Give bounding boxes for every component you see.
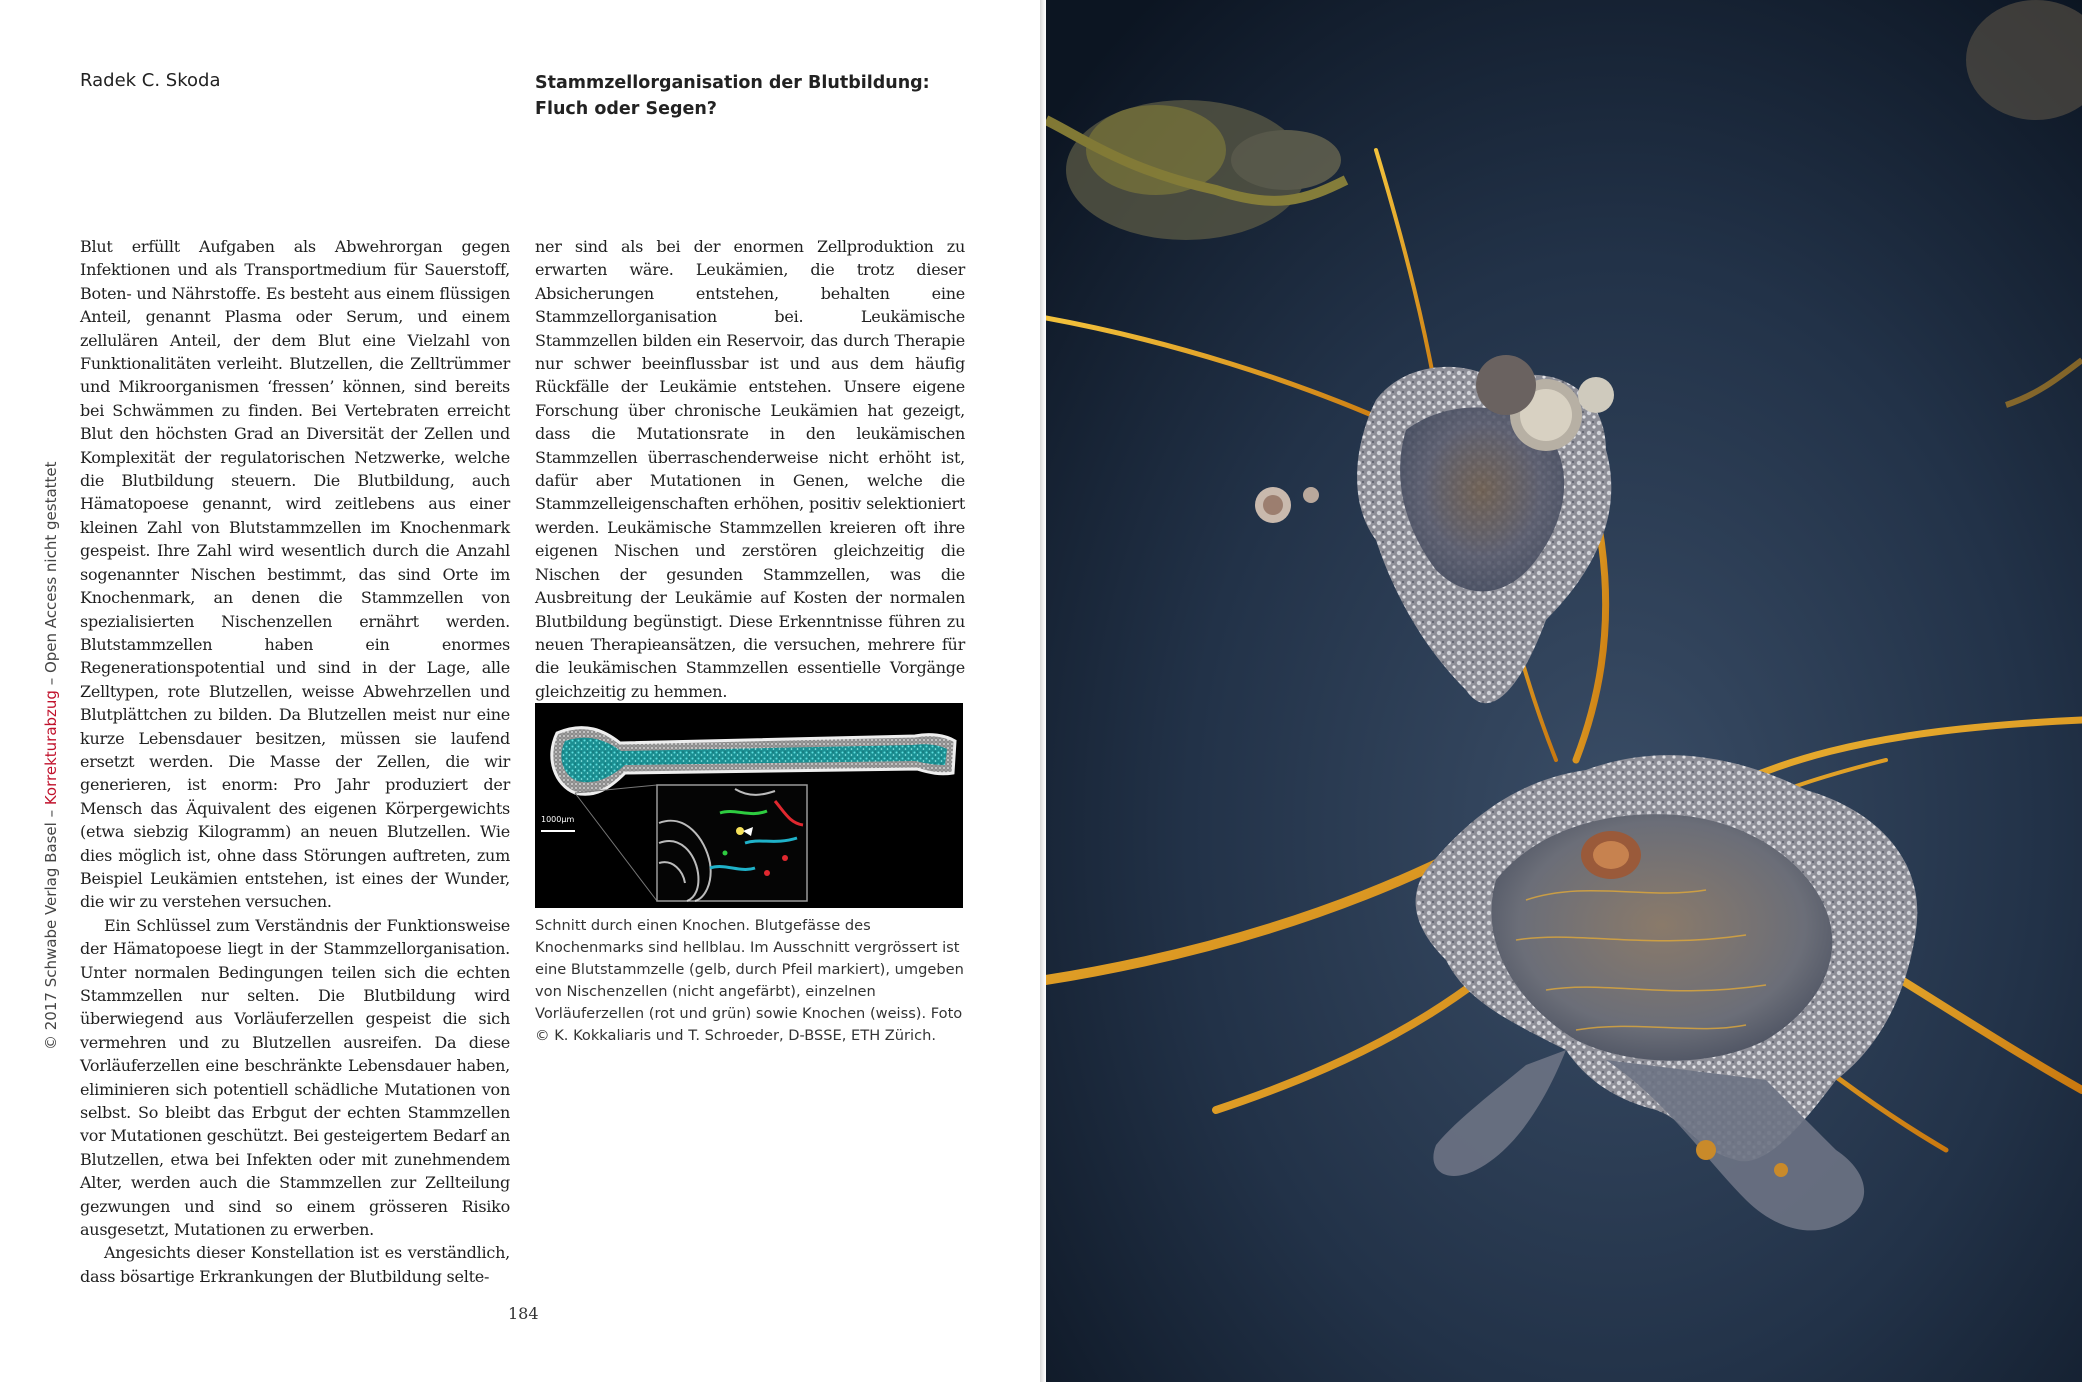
article-title-line-2: Fluch oder Segen?: [535, 99, 717, 119]
copyright-text: © 2017 Schwabe Verlag Basel –: [42, 805, 60, 1050]
stem-cell-micrograph: [1046, 0, 2082, 1382]
page-number: 184: [508, 1304, 539, 1323]
article-title: [535, 70, 975, 122]
body-paragraph: Blut erfüllt Aufgaben als Abwehrorgan gegen Infektionen und als Transportmedium für Sauerstoff, Boten- und Nährstoffe. Es besteht aus einem flüssigen Anteil, genannt Plasma oder Serum, und einem zellulären Anteil, der dem Blut eine Vielzahl von Funktionalitäten verleiht. Blutzellen, die Zelltrümmer und Mikroorganismen ‘fressen’ können, sind bereits bei Schwämmen zu finden. Bei Vertebraten erreicht Blut den höchsten Grad an Diversität der Zellen und Komplexität der regulatorischen Netzwerke, welche die Blutbildung steuern. Die Blutbildung, auch Hämatopoese genannt, wird zeitlebens aus einer kleinen Zahl von Blutstammzellen im Knochenmark gespeist. Ihre Zahl wird wesentlich durch die Anzahl sogenannter Nischen bestimmt, das sind Orte im Knochenmark, an denen die Stammzellen von spezialisierten Nischenzellen ernährt werden. Blutstammzellen haben ein enormes Regenerationspotential und sind in der Lage, alle Zelltypen, rote Blutzellen, weisse Abwehrzellen und Blutplättchen zu bilden. Da Blutzellen meist nur eine kurze Lebensdauer besitzen, müssen sie laufend ersetzt werden. Die Masse der Zellen, die wir generieren, ist enorm: Pro Jahr produziert der Mensch das Äquivalent des eigenen Körpergewichts (etwa siebzig Kilogramm) an neuen Blutzellen. Wie dies möglich ist, ohne dass Störungen auftreten, zum Beispiel Leukämien entstehen, ist eines der Wunder, die wir zu verstehen versuchen.: [80, 237, 510, 912]
scale-bar-label: 1000μm: [541, 815, 575, 824]
copyright-side-note: [42, 461, 60, 1050]
proof-label: Korrekturabzug: [42, 690, 60, 806]
body-paragraph: Ein Schlüssel zum Verständnis der Funktionsweise der Hämatopoese liegt in der Stammzellorganisation. Unter normalen Bedingungen teilen sich die echten Stammzellen nur selten. Die Blutbildung wird überwiegend aus Vorläuferzellen gespeist die sich vermehren und zu Blutzellen ausreifen. Da diese Vorläuferzellen eine beschränkte Lebensdauer haben, eliminieren sich potentiell schädliche Mutationen von selbst. So bleibt das Erbgut der echten Stammzellen vor Mutationen geschützt. Bei gesteigertem Bedarf an Blutzellen, etwa bei Infekten oder mit zunehmendem Alter, werden auch die Stammzellen zur Zellteilung gezwungen und sind so einem grösseren Risiko ausgesetzt, Mutationen zu erwerben.: [80, 915, 510, 1240]
body-column-right: [535, 235, 965, 703]
author-name: Radek C. Skoda: [80, 70, 221, 91]
article-title-line-1: Stammzellorganisation der Blutbildung:: [535, 73, 930, 93]
bone-section-figure: [535, 703, 963, 908]
body-paragraph: ner sind als bei der enormen Zellproduktion zu erwarten wäre. Leukämien, die trotz dieser Absicherungen entstehen, behalten eine Stammzellorganisation bei. Leukämische Stammzellen bilden ein Reservoir, das durch Therapie nur schwer beeinflussbar ist und aus dem häufig Rückfälle der Leukämie entstehen. Unsere eigene Forschung über chronische Leukämien hat gezeigt, dass die Mutationsrate in den leukämischen Stammzellen überraschenderweise nicht erhöht ist, dafür aber Mutationen in Genen, welche die Stammzelleigenschaften erhöhen, positiv selektioniert werden. Leukämische Stammzellen kreieren oft ihre eigenen Nischen und zerstören gleichzeitig die Nischen der gesunden Stammzellen, was die Ausbreitung der Leukämie auf Kosten der normalen Blutbildung begünstigt. Diese Erkenntnisse führen zu neuen Therapieansätzen, die versuchen, mehrere für die leukämischen Stammzellen essentielle Vorgänge gleichzeitig zu hemmen.: [535, 237, 965, 701]
cell-photo-page: [1046, 0, 2082, 1382]
body-paragraph: Angesichts dieser Konstellation ist es verständlich, dass bösartige Erkrankungen der Blutbildung selte-: [80, 1243, 510, 1286]
access-note: – Open Access nicht gestattet: [42, 461, 60, 691]
bone-section-image: [535, 703, 963, 908]
body-column-left: [80, 235, 510, 1288]
left-page: [0, 0, 1040, 1382]
figure-caption: Schnitt durch einen Knochen. Blutgefässe des Knochenmarks sind hellblau. Im Ausschnitt vergrössert ist eine Blutstammzelle (gelb, durch Pfeil markiert), umgeben von Nischenzellen (nicht angefärbt), einzelnen Vorläuferzellen (rot und grün) sowie Knochen (weiss). Foto © K. Kokkaliaris und T. Schroeder, D-BSSE, ETH Zürich.: [535, 917, 964, 1044]
